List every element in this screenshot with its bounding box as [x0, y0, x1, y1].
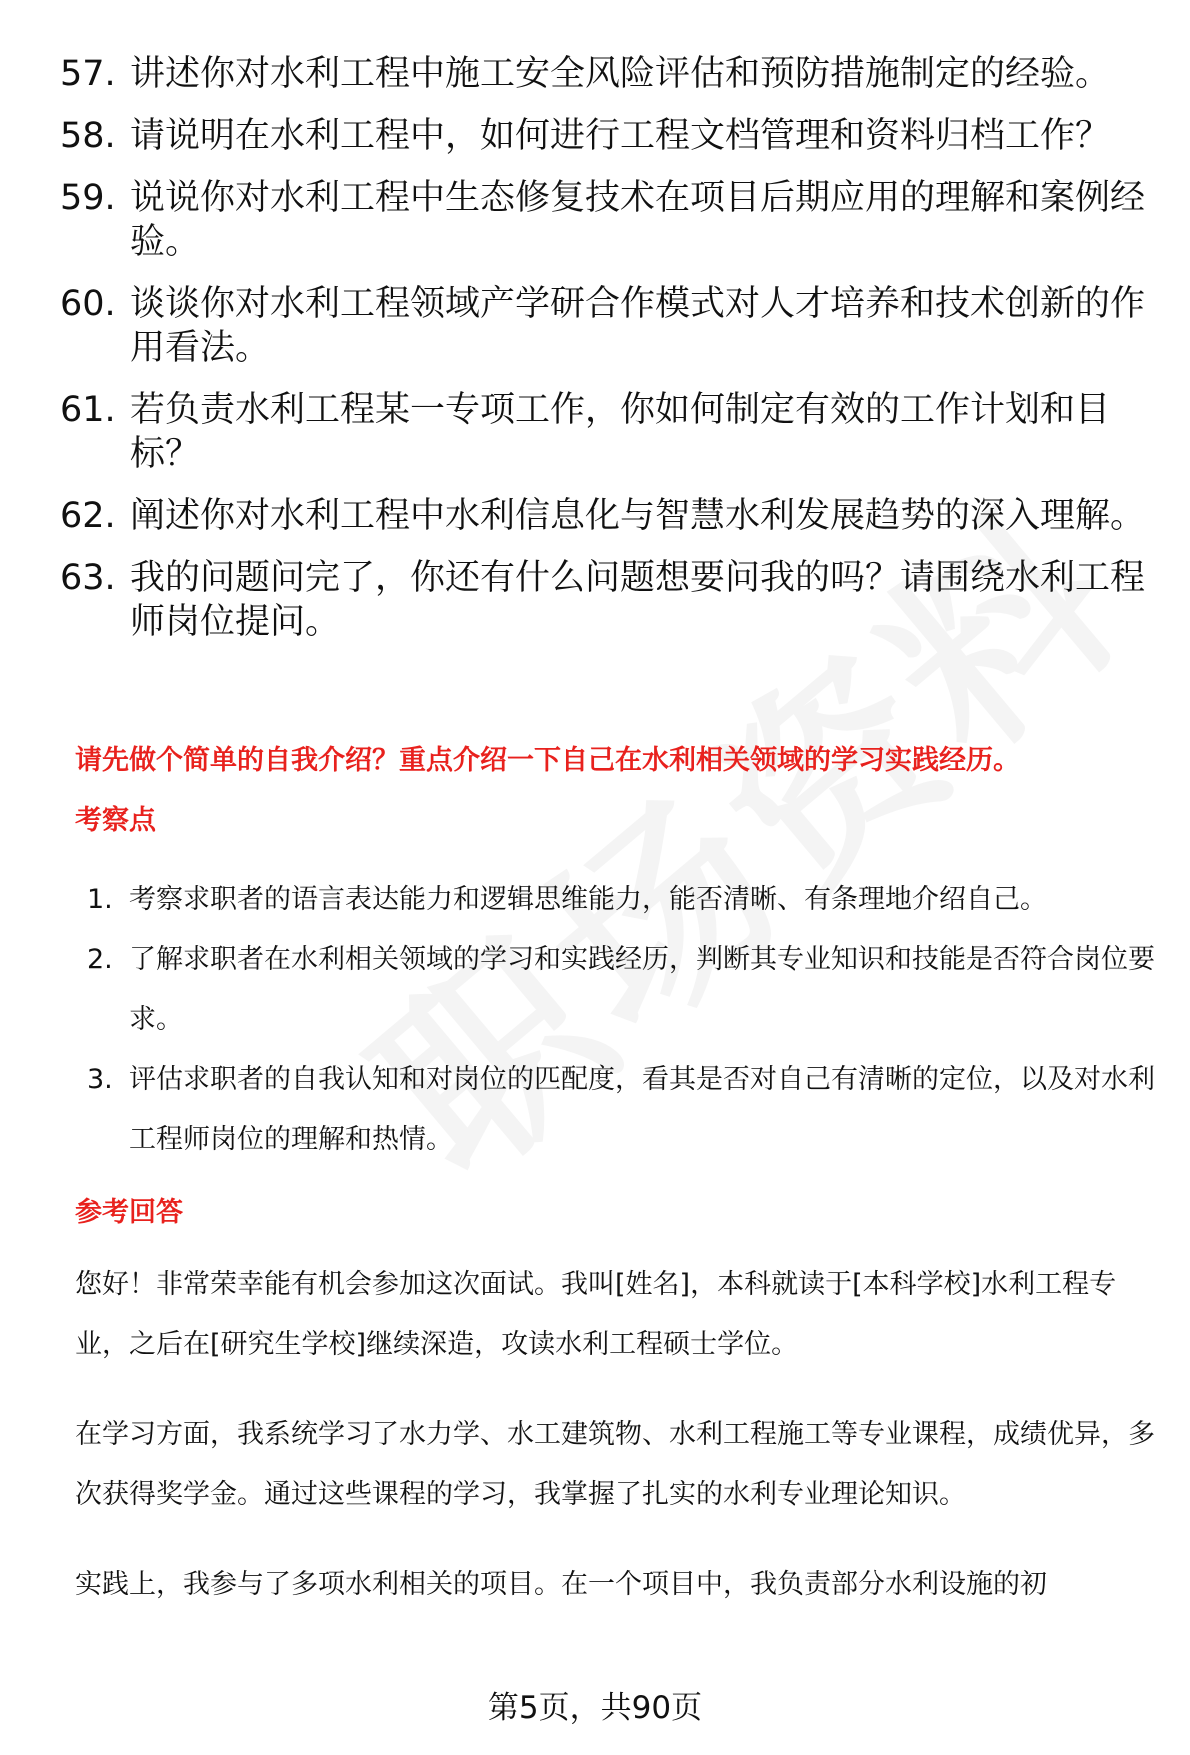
question-text: 讲述你对水利工程中施工安全风险评估和预防措施制定的经验。 [130, 54, 1111, 94]
question-text: 说说你对水利工程中生态修复技术在项目后期应用的理解和案例经验。 [130, 178, 1146, 262]
question-text: 阐述你对水利工程中水利信息化与智慧水利发展趋势的深入理解。 [130, 496, 1146, 536]
point-number: 3. [87, 1064, 113, 1095]
question-text: 我的问题问完了，你还有什么问题想要问我的吗？请围绕水利工程师岗位提问。 [130, 558, 1146, 642]
question-number: 62. [60, 496, 116, 536]
question-item [60, 114, 1160, 158]
question-number: 57. [60, 54, 116, 94]
answer-paragraph: 您好！非常荣幸能有机会参加这次面试。我叫[姓名]，本科就读于[本科学校]水利工程专业，之后在[研究生学校]继续深造，攻读水利工程硕士学位。 [75, 1269, 1117, 1360]
question-item [60, 52, 1160, 96]
point-item [87, 870, 1167, 930]
question-text: 谈谈你对水利工程领域产学研合作模式对人才培养和技术创新的作用看法。 [130, 284, 1146, 368]
highlighted-question: 请先做个简单的自我介绍？重点介绍一下自己在水利相关领域的学习实践经历。 [75, 745, 1020, 776]
question-item [60, 556, 1160, 644]
point-number: 1. [87, 884, 113, 915]
question-number: 58. [60, 116, 116, 156]
point-item [87, 1050, 1167, 1170]
question-item [60, 494, 1160, 538]
question-item [60, 388, 1160, 476]
point-text: 评估求职者的自我认知和对岗位的匹配度，看其是否对自己有清晰的定位，以及对水利工程师岗位的理解和热情。 [129, 1064, 1155, 1155]
question-number: 60. [60, 284, 116, 324]
question-list [60, 52, 1160, 662]
question-number: 63. [60, 558, 116, 598]
answer-paragraph: 实践上，我参与了多项水利相关的项目。在一个项目中，我负责部分水利设施的初 [75, 1569, 1047, 1600]
question-number: 59. [60, 178, 116, 218]
question-text: 请说明在水利工程中，如何进行工程文档管理和资料归档工作？ [130, 116, 1111, 156]
answer-paragraph: 在学习方面，我系统学习了水力学、水工建筑物、水利工程施工等专业课程，成绩优异，多次获得奖学金。通过这些课程的学习，我掌握了扎实的水利专业理论知识。 [75, 1419, 1155, 1510]
question-number: 61. [60, 390, 116, 430]
points-list [87, 870, 1167, 1170]
point-item [87, 930, 1167, 1050]
section-heading-answer: 参考回答 [75, 1197, 183, 1228]
point-text: 了解求职者在水利相关领域的学习和实践经历，判断其专业知识和技能是否符合岗位要求。 [129, 944, 1155, 1035]
point-text: 考察求职者的语言表达能力和逻辑思维能力，能否清晰、有条理地介绍自己。 [129, 884, 1047, 915]
question-item [60, 282, 1160, 370]
point-number: 2. [87, 944, 113, 975]
section-heading-points: 考察点 [75, 805, 156, 836]
question-item [60, 176, 1160, 264]
page-footer: 第5页，共90页 [487, 1690, 703, 1726]
answer-body [75, 1255, 1165, 1645]
question-text: 若负责水利工程某一专项工作，你如何制定有效的工作计划和目标？ [130, 390, 1111, 474]
